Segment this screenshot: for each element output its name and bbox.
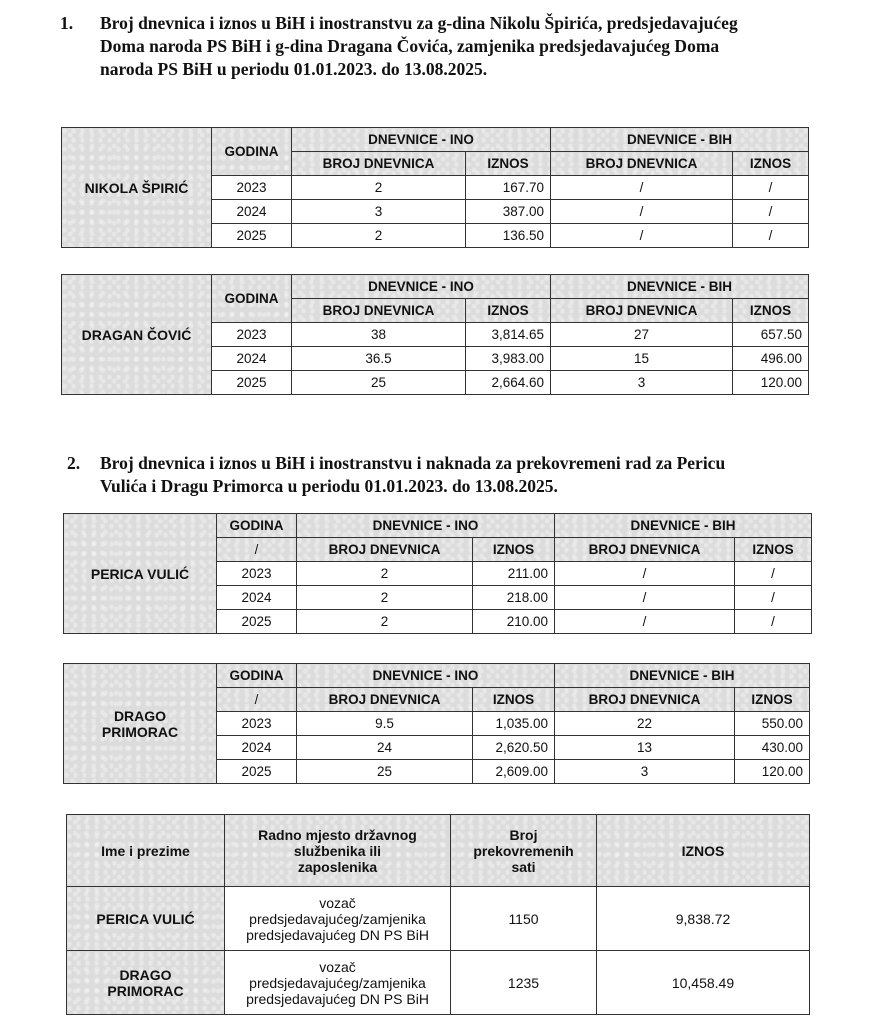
section-2-line: Broj dnevnica i iznos u BiH i inostranstvu i naknada za prekovremeni rad za Pericu xyxy=(100,453,726,473)
table-row xyxy=(67,951,810,1015)
ino-broj-cell: 2 xyxy=(297,610,473,634)
ino-broj-cell: 9.5 xyxy=(297,712,473,736)
ino-iznos-cell: 218.00 xyxy=(473,586,555,610)
bih-iznos-cell: 120.00 xyxy=(735,760,810,784)
bih-iznos-cell: 496.00 xyxy=(733,347,809,371)
header-dnevnice-bih: DNEVNICE - BIH xyxy=(551,128,809,152)
ino-broj-cell: 25 xyxy=(297,760,473,784)
year-cell: 2025 xyxy=(217,610,297,634)
ino-broj-cell: 2 xyxy=(292,176,466,200)
section-2-heading xyxy=(67,452,857,502)
person-name-line: PRIMORAC xyxy=(107,982,184,999)
bih-iznos-cell: 120.00 xyxy=(733,371,809,395)
person-name: PERICA VULIĆ xyxy=(64,514,217,634)
header-bih-broj: BROJ DNEVNICA xyxy=(551,152,733,176)
header-dnevnice-ino: DNEVNICE - INO xyxy=(297,514,555,538)
person-name xyxy=(64,664,217,784)
header-position-line: zaposlenika xyxy=(297,858,378,875)
header-ino-broj: BROJ DNEVNICA xyxy=(297,688,473,712)
person-name xyxy=(67,951,225,1015)
bih-broj-cell: / xyxy=(555,562,735,586)
person-name: NIKOLA ŠPIRIĆ xyxy=(62,128,212,248)
header-bih-iznos: IZNOS xyxy=(735,688,810,712)
header-hours-line: Broj xyxy=(509,826,538,843)
amount-cell: 10,458.49 xyxy=(597,951,810,1015)
header-ino-broj: BROJ DNEVNICA xyxy=(292,152,466,176)
section-1-line: Doma naroda PS BiH i g-dina Dragana Čovića, zamjenika predsjedavajućeg Doma xyxy=(100,36,720,56)
bih-iznos-cell: / xyxy=(735,610,812,634)
bih-broj-cell: / xyxy=(555,610,735,634)
ino-iznos-cell: 2,620.50 xyxy=(473,736,555,760)
ino-iznos-cell: 387.00 xyxy=(466,200,551,224)
position-line: vozač predsjedavajućeg/zamjenika xyxy=(249,894,426,927)
ino-iznos-cell: 2,664.60 xyxy=(466,371,551,395)
section-2-number: 2. xyxy=(67,453,81,473)
ino-broj-cell: 36.5 xyxy=(292,347,466,371)
year-cell: 2023 xyxy=(217,712,297,736)
person-name-line: DRAGO xyxy=(119,966,172,983)
bih-iznos-cell: / xyxy=(733,200,809,224)
header-godina: GODINA xyxy=(212,275,292,323)
ino-iznos-cell: 167.70 xyxy=(466,176,551,200)
ino-broj-cell: 2 xyxy=(297,562,473,586)
position-line: predsjedavajućeg DN PS BiH xyxy=(246,990,429,1007)
person-name-line: PRIMORAC xyxy=(101,723,179,740)
ino-broj-cell: 25 xyxy=(292,371,466,395)
header-dnevnice-bih: DNEVNICE - BIH xyxy=(551,275,809,299)
header-dnevnice-bih: DNEVNICE - BIH xyxy=(555,514,812,538)
section-1-line: naroda PS BiH u periodu 01.01.2023. do 13.08.2025. xyxy=(100,59,488,79)
header-bih-broj: BROJ DNEVNICA xyxy=(555,688,735,712)
bih-iznos-cell: 430.00 xyxy=(735,736,810,760)
header-bih-iznos: IZNOS xyxy=(735,538,812,562)
header-dnevnice-ino: DNEVNICE - INO xyxy=(297,664,555,688)
bih-broj-cell: 3 xyxy=(555,760,735,784)
header-hours-line: prekovremenih xyxy=(473,842,574,859)
hours-cell: 1150 xyxy=(451,887,597,951)
header-position-line: Radno mjesto državnog službenika ili xyxy=(258,826,417,859)
year-cell: 2025 xyxy=(212,371,292,395)
bih-broj-cell: 22 xyxy=(555,712,735,736)
header-ino-broj: BROJ DNEVNICA xyxy=(297,538,473,562)
header-overtime-hours xyxy=(451,815,597,887)
year-cell: 2024 xyxy=(212,200,292,224)
position-cell xyxy=(225,951,451,1015)
ino-broj-cell: 24 xyxy=(297,736,473,760)
header-bih-iznos: IZNOS xyxy=(733,152,809,176)
year-cell: 2025 xyxy=(212,224,292,248)
bih-broj-cell: 27 xyxy=(551,323,733,347)
header-dnevnice-bih: DNEVNICE - BIH xyxy=(555,664,810,688)
year-cell: 2024 xyxy=(217,736,297,760)
position-cell xyxy=(225,887,451,951)
person-name: PERICA VULIĆ xyxy=(67,887,225,951)
header-ino-iznos: IZNOS xyxy=(466,299,551,323)
ino-broj-cell: 38 xyxy=(292,323,466,347)
position-line: vozač predsjedavajućeg/zamjenika xyxy=(249,958,426,991)
bih-broj-cell: 3 xyxy=(551,371,733,395)
year-cell: 2023 xyxy=(212,176,292,200)
bih-iznos-cell: / xyxy=(735,586,812,610)
year-cell: 2023 xyxy=(217,562,297,586)
year-cell: 2024 xyxy=(212,347,292,371)
bih-broj-cell: / xyxy=(551,224,733,248)
ino-iznos-cell: 1,035.00 xyxy=(473,712,555,736)
bih-broj-cell: 15 xyxy=(551,347,733,371)
header-ino-iznos: IZNOS xyxy=(473,538,555,562)
person-name: DRAGAN ČOVIĆ xyxy=(62,275,212,395)
header-godina: GODINA xyxy=(212,128,292,176)
header-amount: IZNOS xyxy=(597,815,810,887)
bih-iznos-cell: 657.50 xyxy=(733,323,809,347)
section-1-text xyxy=(100,12,738,81)
section-1-heading xyxy=(60,12,850,87)
header-bih-broj: BROJ DNEVNICA xyxy=(555,538,735,562)
year-cell: 2023 xyxy=(212,323,292,347)
amount-cell: 9,838.72 xyxy=(597,887,810,951)
header-position xyxy=(225,815,451,887)
header-ino-broj: BROJ DNEVNICA xyxy=(292,299,466,323)
header-godina: GODINA xyxy=(217,664,297,688)
ino-broj-cell: 2 xyxy=(297,586,473,610)
header-hours-line: sati xyxy=(511,858,536,875)
bih-broj-cell: / xyxy=(551,200,733,224)
header-ino-iznos: IZNOS xyxy=(473,688,555,712)
ino-broj-cell: 3 xyxy=(292,200,466,224)
ino-iznos-cell: 3,814.65 xyxy=(466,323,551,347)
section-2-line: Vulića i Dragu Primorca u periodu 01.01.2023. do 13.08.2025. xyxy=(100,476,558,496)
header-godina-slash: / xyxy=(217,538,297,562)
table-row xyxy=(67,887,810,951)
per-diem-table-vulic xyxy=(63,513,812,634)
header-bih-broj: BROJ DNEVNICA xyxy=(551,299,733,323)
ino-iznos-cell: 211.00 xyxy=(473,562,555,586)
header-dnevnice-ino: DNEVNICE - INO xyxy=(292,275,551,299)
ino-iznos-cell: 136.50 xyxy=(466,224,551,248)
section-2-text xyxy=(100,452,725,498)
per-diem-table-primorac xyxy=(63,663,810,784)
bih-iznos-cell: 550.00 xyxy=(735,712,810,736)
per-diem-table-covic xyxy=(61,274,809,395)
ino-iznos-cell: 210.00 xyxy=(473,610,555,634)
header-name: Ime i prezime xyxy=(67,815,225,887)
hours-cell: 1235 xyxy=(451,951,597,1015)
header-godina: GODINA xyxy=(217,514,297,538)
bih-broj-cell: / xyxy=(551,176,733,200)
per-diem-table-spiric xyxy=(61,127,809,248)
header-ino-iznos: IZNOS xyxy=(466,152,551,176)
overtime-table xyxy=(66,814,810,1015)
year-cell: 2025 xyxy=(217,760,297,784)
ino-broj-cell: 2 xyxy=(292,224,466,248)
bih-iznos-cell: / xyxy=(733,224,809,248)
bih-iznos-cell: / xyxy=(733,176,809,200)
bih-broj-cell: 13 xyxy=(555,736,735,760)
header-bih-iznos: IZNOS xyxy=(733,299,809,323)
header-godina-slash: / xyxy=(217,688,297,712)
bih-iznos-cell: / xyxy=(735,562,812,586)
person-name-line: DRAGO xyxy=(113,707,167,724)
ino-iznos-cell: 3,983.00 xyxy=(466,347,551,371)
year-cell: 2024 xyxy=(217,586,297,610)
header-dnevnice-ino: DNEVNICE - INO xyxy=(292,128,551,152)
ino-iznos-cell: 2,609.00 xyxy=(473,760,555,784)
bih-broj-cell: / xyxy=(555,586,735,610)
section-1-number: 1. xyxy=(60,13,74,33)
position-line: predsjedavajućeg DN PS BiH xyxy=(246,926,429,943)
section-1-line: Broj dnevnica i iznos u BiH i inostranstvu za g-dina Nikolu Špirića, predsjedavajućeg xyxy=(100,13,738,33)
